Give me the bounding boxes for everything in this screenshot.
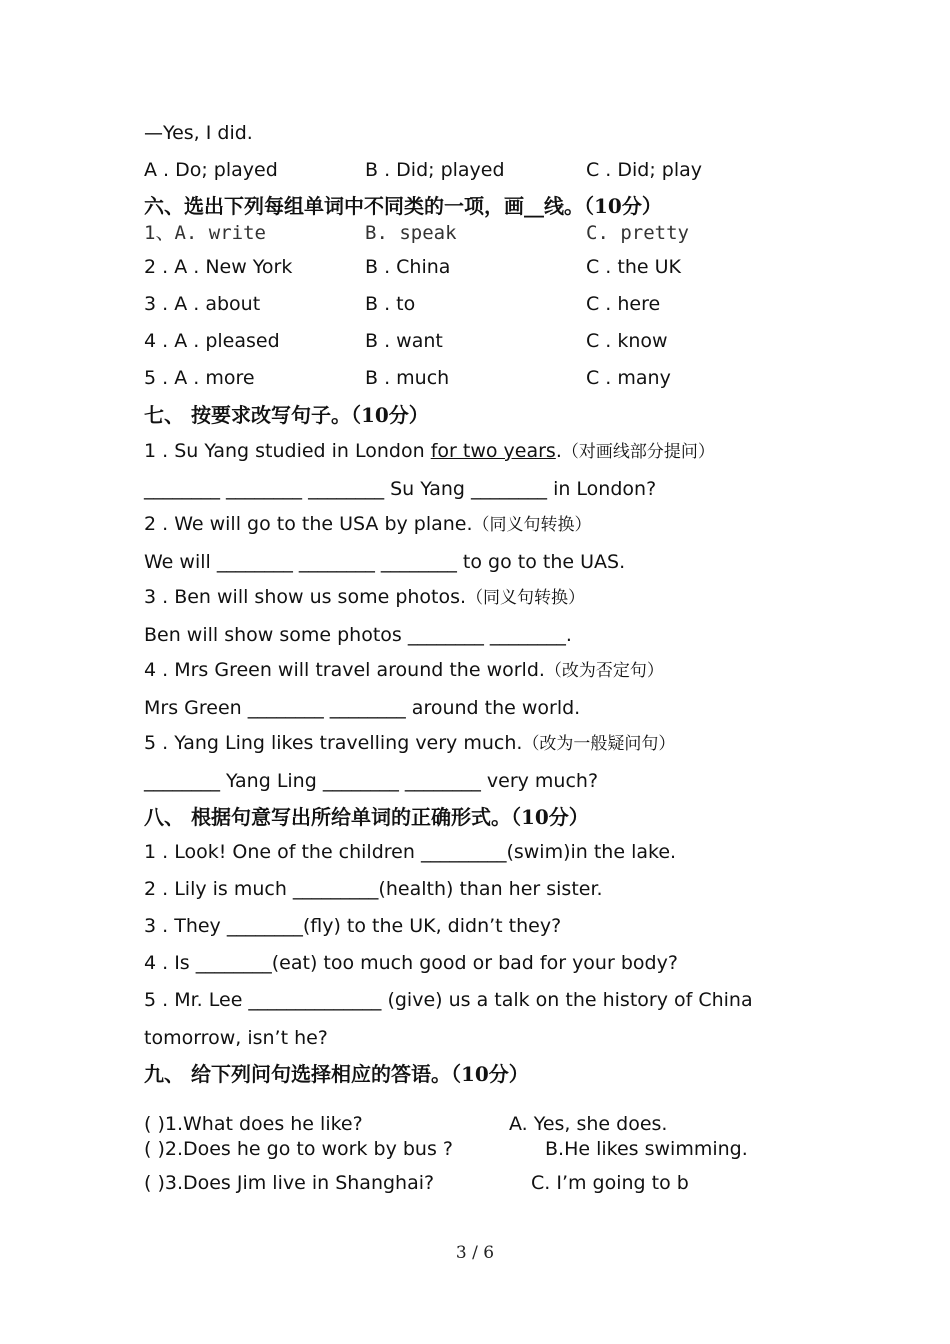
s7-q5	[144, 731, 675, 756]
s6-row4-c: C . know	[586, 330, 668, 352]
s7-a1: ________ ________ ________ Su Yang ________ in London?	[144, 478, 657, 500]
s7-q4	[144, 658, 664, 683]
page-number: 3 / 6	[455, 1243, 495, 1263]
s8-item2: 2 . Lily is much _________(health) than her sister.	[144, 878, 603, 900]
s9-q1: ( )1.What does he like?	[144, 1113, 363, 1135]
s7-q3	[144, 585, 585, 610]
option-b: B . Did; played	[365, 159, 505, 181]
section8-heading: 八、 根据句意写出所给单词的正确形式。（10分）	[144, 805, 589, 829]
s7-q2-text: 2 . We will go to the USA by plane.	[144, 513, 473, 535]
s7-q5-text: 5 . Yang Ling likes travelling very much.	[144, 732, 523, 754]
s6-row1-c: C. pretty	[586, 222, 689, 244]
s6-row3-b: B . to	[365, 293, 416, 315]
s6-row5-c: C . many	[586, 367, 671, 389]
s6-row4-b: B . want	[365, 330, 443, 352]
s7-q1-post: .	[555, 440, 562, 462]
s7-a5: ________ Yang Ling ________ ________ very much?	[144, 770, 599, 792]
option-c: C . Did; play	[586, 159, 703, 181]
s9-q3: ( )3.Does Jim live in Shanghai?	[144, 1172, 435, 1194]
s6-row5-b: B . much	[365, 367, 450, 389]
section7-heading: 七、 按要求改写句子。（10分）	[144, 403, 429, 427]
s6-row2-a: 2 . A . New York	[144, 256, 293, 278]
s7-a4: Mrs Green ________ ________ around the world.	[144, 697, 581, 719]
s7-q3-note: （同义句转换）	[466, 588, 586, 608]
s9-q2: ( )2.Does he go to work by bus ?	[144, 1138, 453, 1160]
s9-a3: C. I’m going to b	[531, 1172, 689, 1194]
s7-q1-text: 1 . Su Yang studied in London	[144, 440, 431, 462]
s7-a2: We will ________ ________ ________ to go to the UAS.	[144, 551, 626, 573]
s6-row4-a: 4 . A . pleased	[144, 330, 280, 352]
s6-row3-c: C . here	[586, 293, 661, 315]
answer-line: —Yes, I did.	[144, 122, 253, 144]
s7-a3: Ben will show some photos ________ ________.	[144, 624, 572, 646]
s6-row2-b: B . China	[365, 256, 451, 278]
s9-a1: A. Yes, she does.	[509, 1113, 668, 1135]
option-a: A . Do; played	[144, 159, 278, 181]
s7-q4-text: 4 . Mrs Green will travel around the world.	[144, 659, 545, 681]
s9-a2: B.He likes swimming.	[545, 1138, 748, 1160]
s8-item5-cont: tomorrow, isn’t he?	[144, 1027, 328, 1049]
s8-item3: 3 . They ________(fly) to the UK, didn’t they?	[144, 915, 562, 937]
s6-row2-c: C . the UK	[586, 256, 681, 278]
s7-q4-note: （改为否定句）	[544, 661, 664, 681]
section9-heading: 九、 给下列问句选择相应的答语。（10分）	[144, 1062, 529, 1086]
section6-heading: 六、选出下列每组单词中不同类的一项，画__线。（10分）	[144, 194, 662, 218]
s8-item5: 5 . Mr. Lee ______________ (give) us a talk on the history of China	[144, 989, 753, 1011]
s7-q5-note: （改为一般疑问句）	[522, 734, 676, 754]
s7-q3-text: 3 . Ben will show us some photos.	[144, 586, 467, 608]
s6-row3-a: 3 . A . about	[144, 293, 261, 315]
s6-row1-b: B. speak	[365, 222, 457, 244]
s8-item4: 4 . Is ________(eat) too much good or bad for your body?	[144, 952, 678, 974]
s7-q1-underlined: for two years	[430, 440, 556, 462]
s6-row1-a: 1、A. write	[144, 222, 266, 244]
s6-row5-a: 5 . A . more	[144, 367, 255, 389]
s8-item1: 1 . Look! One of the children _________(swim)in the lake.	[144, 841, 677, 863]
s7-q1	[144, 439, 715, 464]
s7-q2-note: （同义句转换）	[472, 515, 592, 535]
s7-q1-note: （对画线部分提问）	[561, 442, 715, 462]
s7-q2	[144, 512, 592, 537]
